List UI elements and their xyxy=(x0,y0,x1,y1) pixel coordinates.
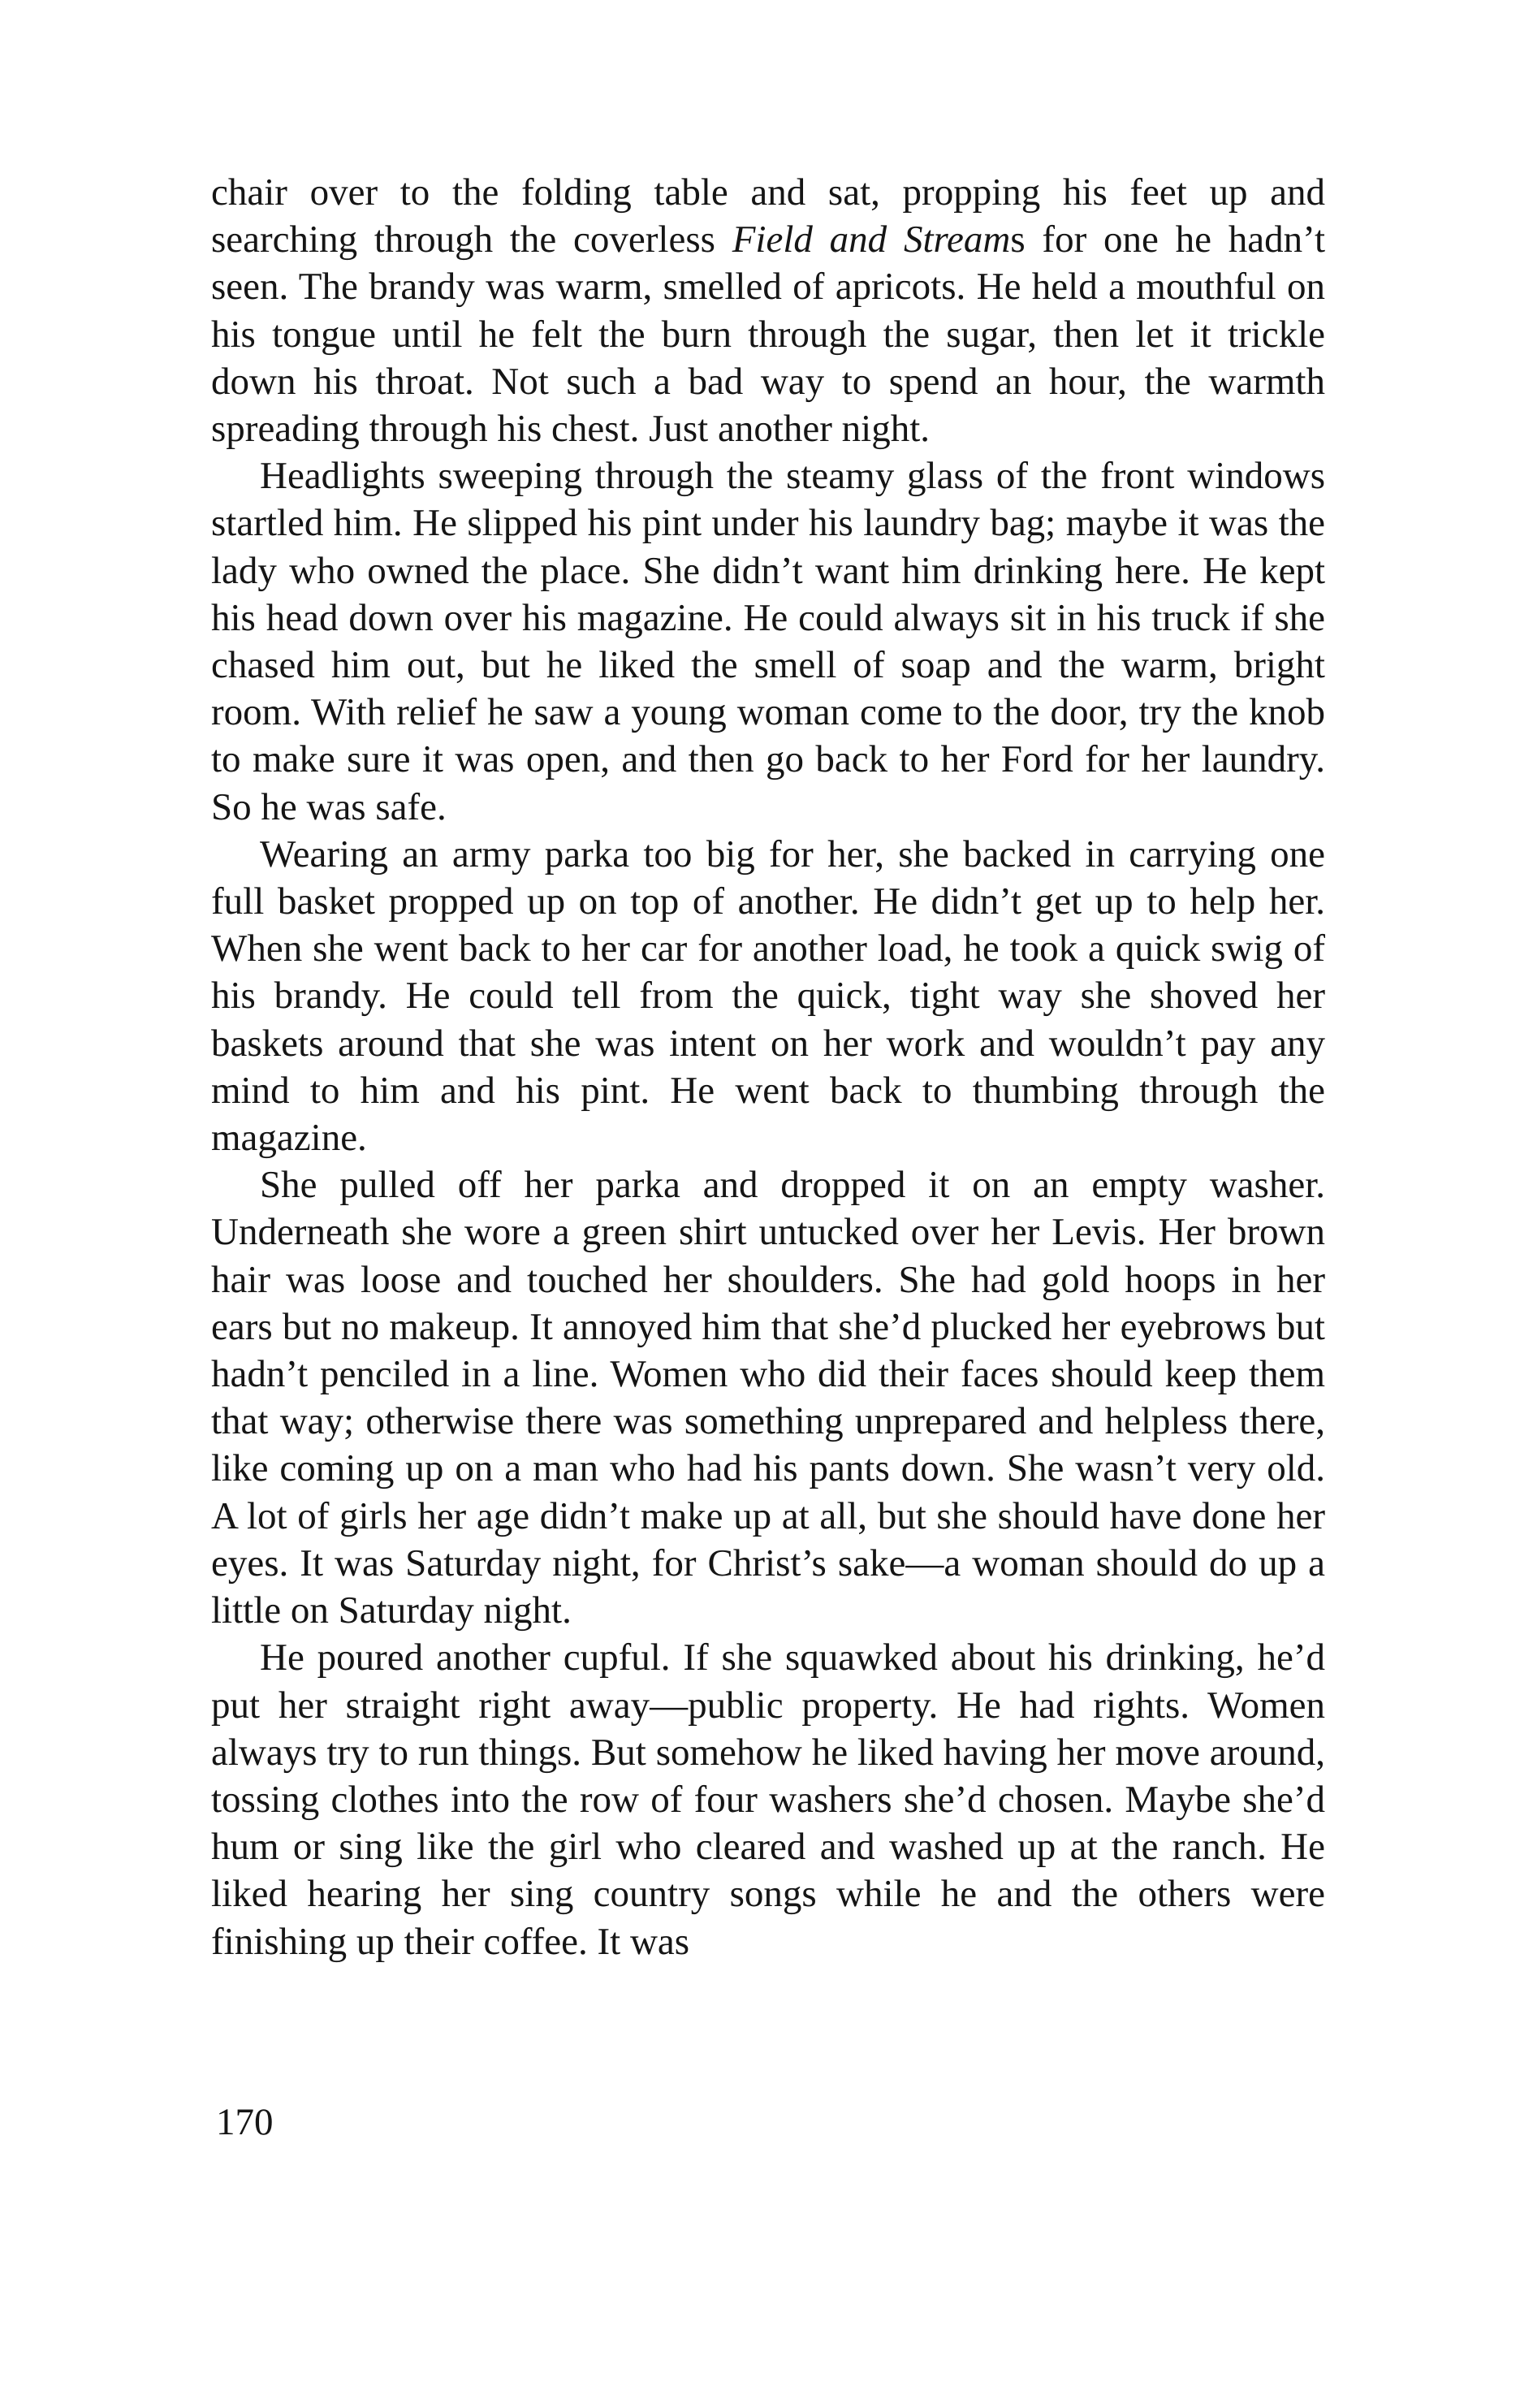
magazine-title: Field and Stream xyxy=(732,218,1011,262)
paragraph-2: Headlights sweeping through the steamy glass of the front windows startled him. He slipped his pint under his laundry bag; maybe it was the lady who owned the place. She didn’t want him drinking here. He kept his head down over his magazine. He could always sit in his truck if she chased him out, but he liked the smell of soap and the warm, bright room. With relief he saw a young woman come to the door, try the knob to make sure it was open, and then go back to her Ford for her laundry. So he was safe. xyxy=(211,455,1325,828)
paragraph-1-text-before: chair over to the folding table and sat, propping his feet up and searching through the coverless xyxy=(211,171,1325,262)
paragraph-5: He poured another cupful. If she squawked about his drinking, he’d put her straight right away—public property. He had rights. Women always try to run things. But somehow he liked having her move around, tossing clothes into the row of four washers she’d chosen. Maybe she’d hum or sing like the girl who cleared and washed up at the ranch. He liked hearing her sing country songs while he and the others were finishing up their coffee. It was xyxy=(211,1636,1325,1963)
paragraph-1 xyxy=(211,169,1325,452)
page-body xyxy=(211,169,1325,1965)
paragraph-3: Wearing an army parka too big for her, she backed in carrying one full basket propped up on top of another. He didn’t get up to help her. When she went back to her car for another load, he took a quick swig of his brandy. He could tell from the quick, tight way she shoved her baskets around that she was intent on her work and wouldn’t pay any mind to him and his pint. He went back to thumbing through the magazine. xyxy=(211,832,1325,1160)
paragraph-1-text-after: s for one he hadn’t seen. The brandy was warm, smelled of apricots. He held a mouthful on his tongue until he felt the burn through the sugar, then let it trickle down his throat. Not such a bad way to spend an hour, the warmth spreading through his chest. Just another night. xyxy=(211,218,1326,451)
paragraph-4: She pulled off her parka and dropped it on an empty washer. Underneath she wore a green shirt untucked over her Levis. Her brown hair was loose and touched her shoulders. She had gold hoops in her ears but no makeup. It annoyed him that she’d plucked her eyebrows but hadn’t penciled in a line. Women who did their faces should keep them that way; otherwise there was something unprepared and helpless there, like coming up on a man who had his pants down. She wasn’t very old. A lot of girls her age didn’t make up at all, but she should have done her eyes. It was Saturday night, for Christ’s sake—a woman should do up a little on Saturday night. xyxy=(211,1164,1325,1632)
page-number: 170 xyxy=(216,2101,274,2143)
